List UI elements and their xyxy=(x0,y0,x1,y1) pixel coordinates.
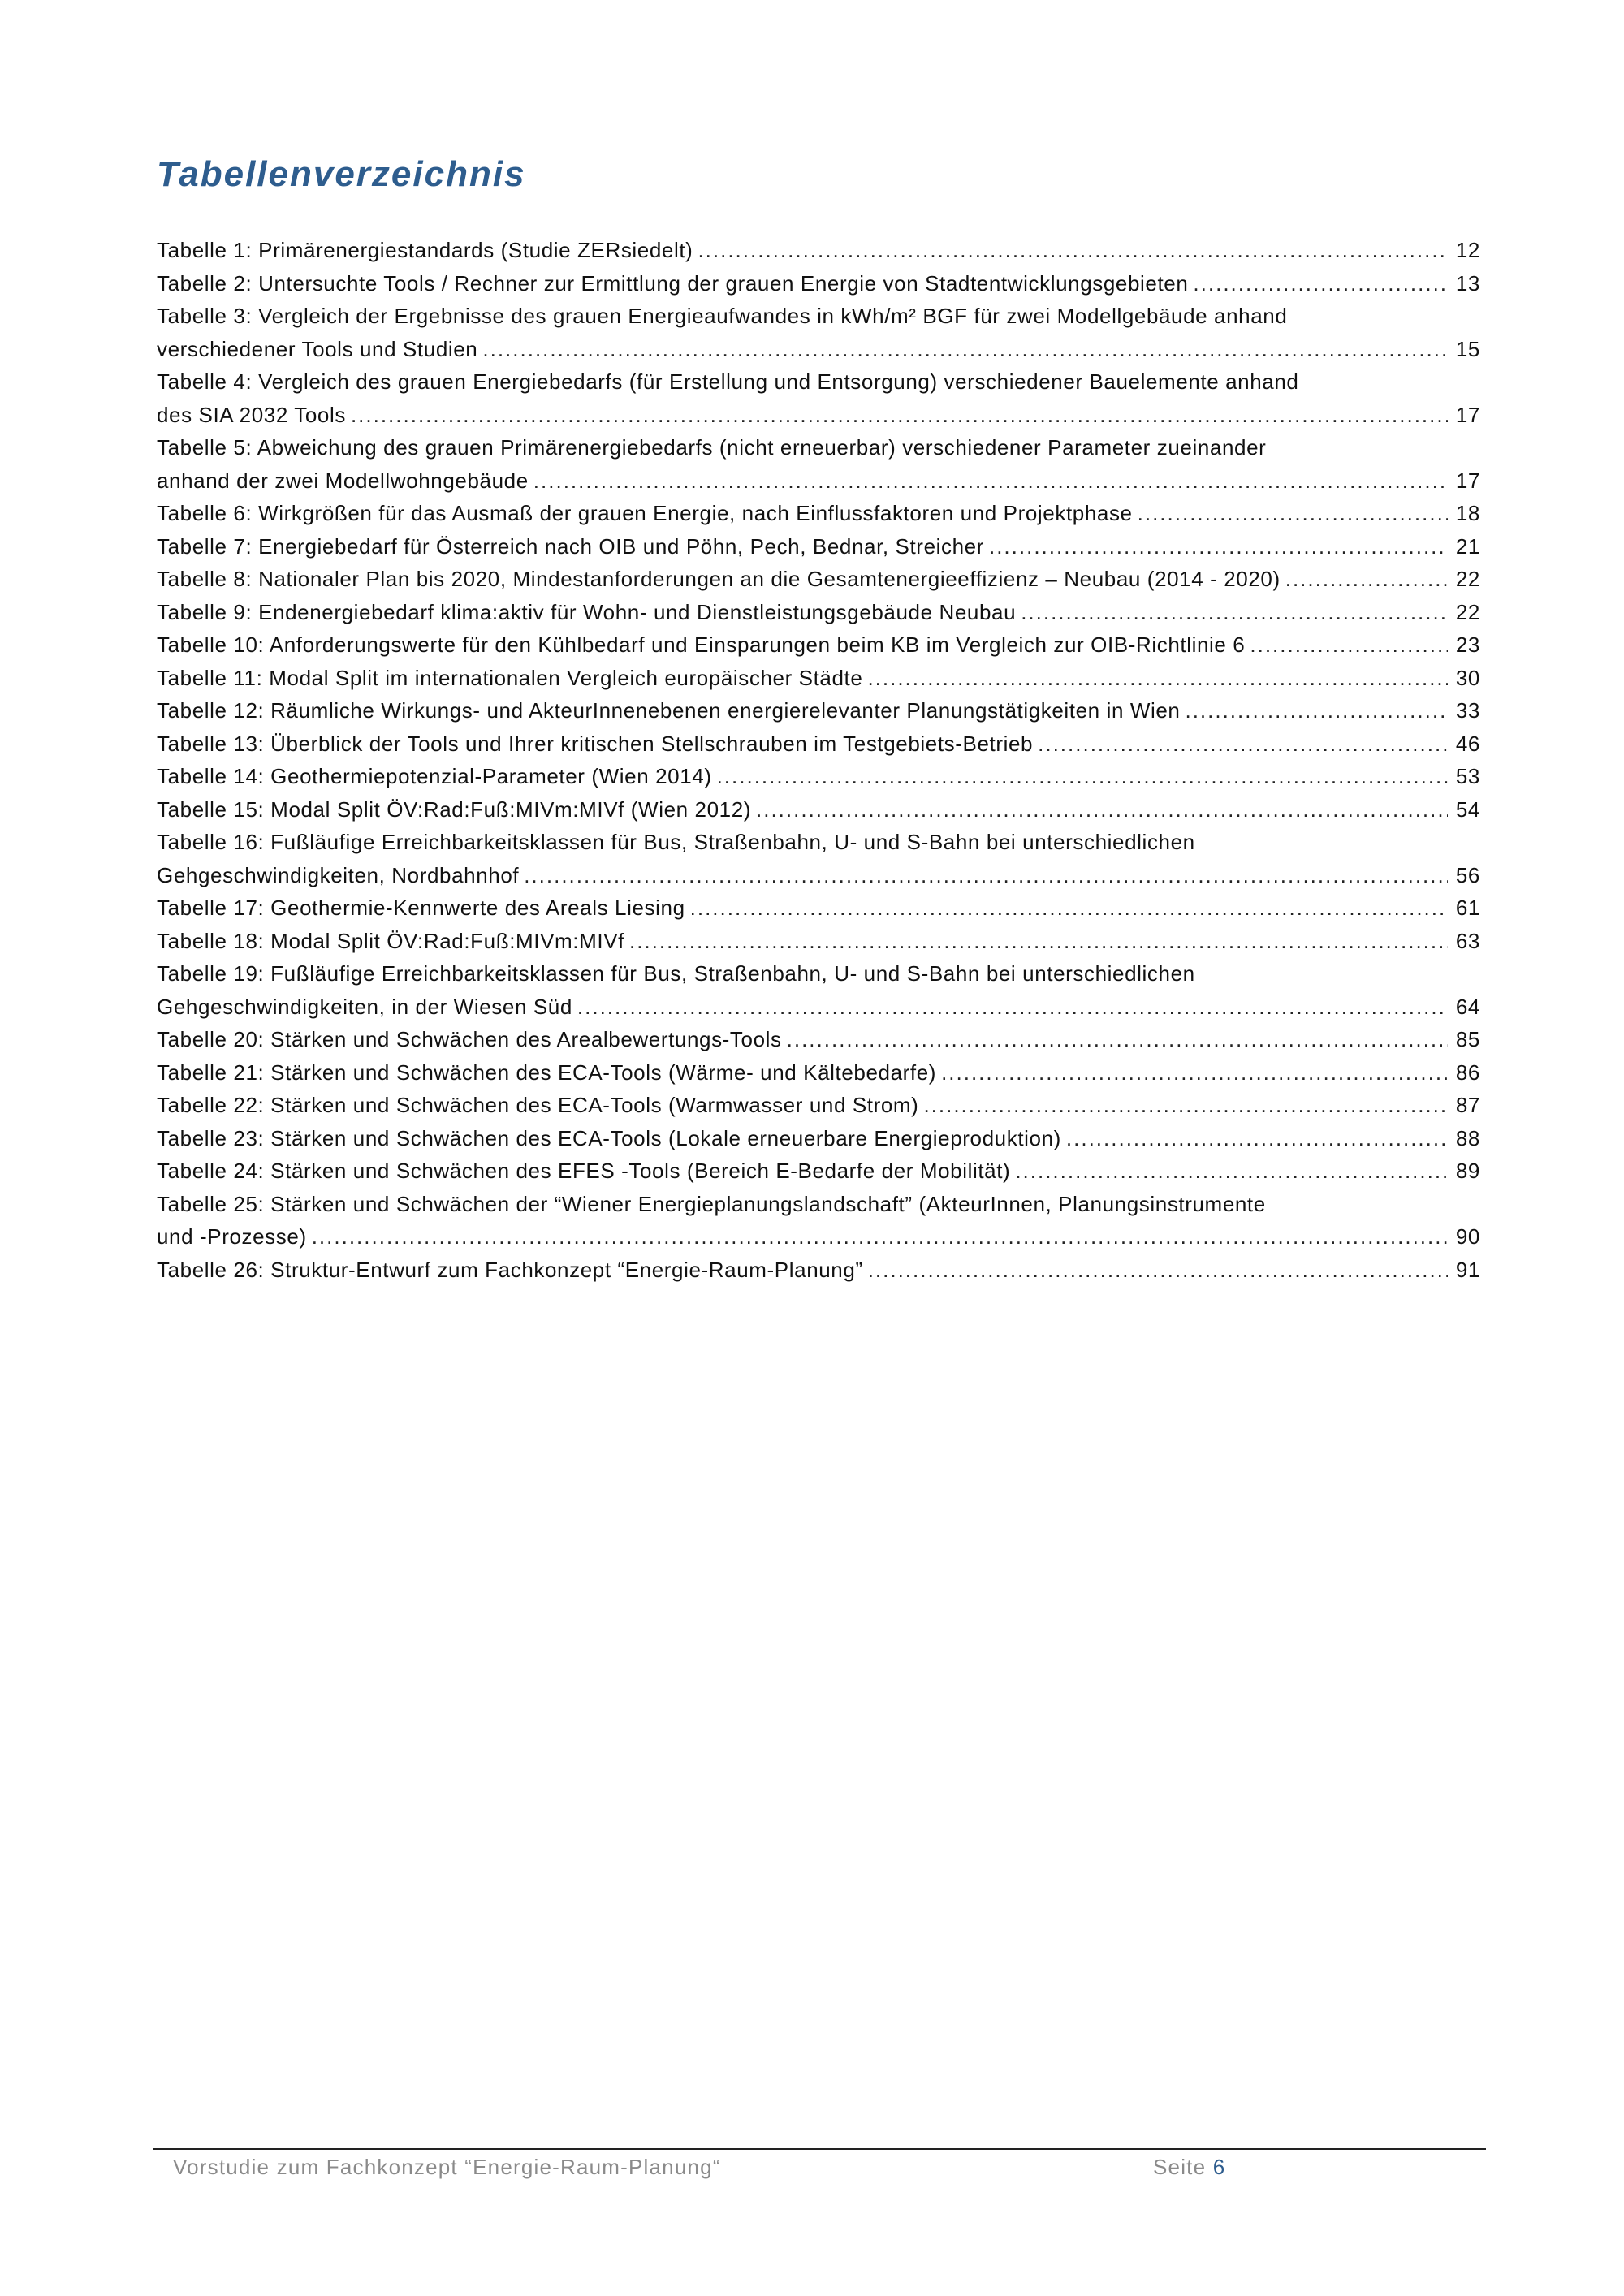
toc-entry[interactable] xyxy=(157,300,1480,365)
toc-entry[interactable] xyxy=(157,891,1480,925)
page-title: Tabellenverzeichnis xyxy=(157,154,526,194)
toc-entry[interactable] xyxy=(157,1023,1480,1056)
toc-entry[interactable] xyxy=(157,596,1480,629)
toc-page-number: 86 xyxy=(1455,1060,1480,1085)
toc-entry-text: Tabelle 24: Stärken und Schwächen des EFES -Tools (Bereich E-Bedarfe der Mobilität) xyxy=(157,1159,1011,1183)
toc-entry[interactable] xyxy=(157,925,1480,958)
toc-page-number: 91 xyxy=(1455,1257,1480,1282)
toc-entry-text: Tabelle 14: Geothermiepotenzial-Parameter (Wien 2014) xyxy=(157,764,712,788)
dot-leader xyxy=(867,662,1448,695)
dot-leader xyxy=(1021,596,1448,629)
toc-page-number: 85 xyxy=(1455,1027,1480,1051)
dot-leader xyxy=(482,333,1448,366)
toc-entry-text: verschiedener Tools und Studien xyxy=(157,336,478,361)
toc-entry-text: Tabelle 15: Modal Split ÖV:Rad:Fuß:MIVm:MIVf (Wien 2012) xyxy=(157,796,752,822)
toc-page-number: 53 xyxy=(1455,764,1480,788)
dot-leader xyxy=(717,760,1448,793)
dot-leader xyxy=(787,1023,1448,1056)
toc-entry-text: Tabelle 18: Modal Split ÖV:Rad:Fuß:MIVm:MIVf xyxy=(157,928,624,953)
toc-entry-text: Tabelle 11: Modal Split im internationalen Vergleich europäischer Städte xyxy=(157,665,863,690)
footer-title: Vorstudie zum Fachkonzept “Energie-Raum-Planung“ xyxy=(173,2155,721,2179)
dot-leader xyxy=(989,530,1448,563)
dot-leader xyxy=(868,1254,1448,1287)
dot-leader xyxy=(1250,628,1448,662)
toc-entry-text: Tabelle 8: Nationaler Plan bis 2020, Mindestanforderungen an die Gesamtenergieeffizienz – Neubau (2014 - 2020) xyxy=(157,567,1281,591)
toc-entry-text: Tabelle 16: Fußläufige Erreichbarkeitsklassen für Bus, Straßenbahn, U- und S-Bahn bei unterschiedlichen xyxy=(157,830,1195,854)
dot-leader xyxy=(312,1220,1448,1254)
toc-entry[interactable] xyxy=(157,497,1480,530)
dot-leader xyxy=(1015,1154,1448,1188)
toc-entry-text: Tabelle 6: Wirkgrößen für das Ausmaß der grauen Energie, nach Einflussfaktoren und Projektphase xyxy=(157,501,1133,525)
dot-leader xyxy=(533,464,1448,498)
dot-leader xyxy=(577,990,1448,1024)
toc-page-number: 61 xyxy=(1455,896,1480,920)
toc-entry[interactable] xyxy=(157,1089,1480,1122)
toc-page-number: 17 xyxy=(1455,402,1480,427)
toc-entry-text: Tabelle 10: Anforderungswerte für den Kühlbedarf und Einsparungen beim KB im Vergleich zur OIB-Richtlinie 6 xyxy=(157,632,1246,657)
toc-entry[interactable] xyxy=(157,760,1480,793)
toc-entry-text: Tabelle 26: Struktur-Entwurf zum Fachkonzept “Energie-Raum-Planung” xyxy=(157,1257,863,1282)
toc-entry-text: Tabelle 20: Stärken und Schwächen des Arealbewertungs-Tools xyxy=(157,1027,782,1051)
toc-entry[interactable] xyxy=(157,727,1480,761)
toc-page-number: 30 xyxy=(1455,665,1480,690)
toc-entry-text: Tabelle 25: Stärken und Schwächen der “Wiener Energieplanungslandschaft” (AkteurInnen, Planungsinstrumente xyxy=(157,1191,1266,1216)
toc-entry-text: Tabelle 21: Stärken und Schwächen des ECA-Tools (Wärme- und Kältebedarfe) xyxy=(157,1060,937,1085)
dot-leader xyxy=(1066,1122,1448,1155)
toc-entry-text: Tabelle 5: Abweichung des grauen Primärenergiebedarfs (nicht erneuerbar) verschiedener Parameter zueinander xyxy=(157,435,1267,460)
dot-leader xyxy=(1185,694,1448,727)
dot-leader xyxy=(524,859,1448,892)
toc-entry-text: Tabelle 9: Endenergiebedarf klima:aktiv für Wohn- und Dienstleistungsgebäude Neubau xyxy=(157,599,1017,624)
toc-page-number: 90 xyxy=(1455,1224,1480,1249)
dot-leader xyxy=(941,1056,1448,1090)
toc-entry[interactable] xyxy=(157,1056,1480,1090)
dot-leader xyxy=(756,793,1448,826)
dot-leader xyxy=(629,925,1448,958)
dot-leader xyxy=(1193,267,1448,300)
toc-entry[interactable] xyxy=(157,793,1480,826)
toc-page-number: 22 xyxy=(1455,599,1480,624)
dot-leader xyxy=(1138,497,1448,530)
toc-entry[interactable] xyxy=(157,694,1480,727)
toc-entry[interactable] xyxy=(157,1254,1480,1287)
toc-entry-text: Gehgeschwindigkeiten, in der Wiesen Süd xyxy=(157,994,572,1019)
toc-entry-text: anhand der zwei Modellwohngebäude xyxy=(157,468,529,493)
toc-page-number: 88 xyxy=(1455,1125,1480,1150)
dot-leader xyxy=(698,234,1448,267)
dot-leader xyxy=(351,399,1448,432)
toc-page-number: 13 xyxy=(1455,270,1480,296)
toc-entry[interactable] xyxy=(157,1154,1480,1188)
toc-page-number: 46 xyxy=(1455,731,1480,756)
toc-page-number: 12 xyxy=(1455,238,1480,262)
footer-page-label: Seite xyxy=(1153,2155,1207,2179)
toc-entry[interactable] xyxy=(157,365,1480,431)
table-list xyxy=(157,234,1480,1286)
toc-page-number: 89 xyxy=(1455,1159,1480,1183)
toc-entry-text: Gehgeschwindigkeiten, Nordbahnhof xyxy=(157,862,520,887)
dot-leader xyxy=(1038,727,1448,761)
toc-entry-text: und -Prozesse) xyxy=(157,1224,307,1249)
dot-leader xyxy=(690,891,1448,925)
dot-leader xyxy=(923,1089,1448,1122)
toc-entry-text: Tabelle 23: Stärken und Schwächen des ECA-Tools (Lokale erneuerbare Energieproduktion) xyxy=(157,1125,1061,1150)
dot-leader xyxy=(1285,563,1448,596)
toc-page-number: 17 xyxy=(1455,468,1480,493)
toc-page-number: 54 xyxy=(1455,796,1480,822)
toc-entry-text: des SIA 2032 Tools xyxy=(157,402,346,427)
toc-entry[interactable] xyxy=(157,826,1480,891)
toc-entry[interactable] xyxy=(157,267,1480,300)
toc-entry[interactable] xyxy=(157,530,1480,563)
toc-entry[interactable] xyxy=(157,662,1480,695)
toc-entry-text: Tabelle 4: Vergleich des grauen Energiebedarfs (für Erstellung und Entsorgung) verschiedener Bauelemente anhand xyxy=(157,369,1299,394)
toc-entry-text: Tabelle 2: Untersuchte Tools / Rechner zur Ermittlung der grauen Energie von Stadtentwicklungsgebieten xyxy=(157,270,1189,296)
toc-page-number: 87 xyxy=(1455,1093,1480,1117)
toc-entry[interactable] xyxy=(157,1188,1480,1254)
toc-page-number: 15 xyxy=(1455,336,1480,361)
toc-entry-text: Tabelle 13: Überblick der Tools und Ihrer kritischen Stellschrauben im Testgebiets-Betrieb xyxy=(157,731,1034,756)
toc-entry-text: Tabelle 3: Vergleich der Ergebnisse des grauen Energieaufwandes in kWh/m² BGF für zwei Modellgebäude anhand xyxy=(157,304,1288,328)
footer-page-indicator xyxy=(1153,2155,1225,2180)
toc-entry-text: Tabelle 7: Energiebedarf für Österreich nach OIB und Pöhn, Pech, Bednar, Streicher xyxy=(157,533,984,559)
toc-page-number: 63 xyxy=(1455,928,1480,953)
toc-page-number: 22 xyxy=(1455,567,1480,591)
toc-entry[interactable] xyxy=(157,234,1480,267)
toc-entry-text: Tabelle 1: Primärenergiestandards (Studie ZERsiedelt) xyxy=(157,238,693,262)
toc-page-number: 23 xyxy=(1455,632,1480,657)
toc-entry-text: Tabelle 19: Fußläufige Erreichbarkeitsklassen für Bus, Straßenbahn, U- und S-Bahn bei unterschiedlichen xyxy=(157,961,1195,986)
toc-entry[interactable] xyxy=(157,563,1480,596)
toc-page-number: 21 xyxy=(1455,533,1480,559)
toc-entry[interactable] xyxy=(157,628,1480,662)
toc-page-number: 64 xyxy=(1455,994,1480,1019)
footer-divider xyxy=(153,2148,1486,2150)
toc-entry-text: Tabelle 22: Stärken und Schwächen des ECA-Tools (Warmwasser und Strom) xyxy=(157,1093,919,1117)
toc-entry[interactable] xyxy=(157,957,1480,1023)
toc-entry-text: Tabelle 17: Geothermie-Kennwerte des Areals Liesing xyxy=(157,896,685,920)
toc-entry-text: Tabelle 12: Räumliche Wirkungs- und AkteurInnenebenen energierelevanter Planungstätigkeiten in Wien xyxy=(157,698,1181,723)
toc-entry[interactable] xyxy=(157,431,1480,497)
toc-page-number: 18 xyxy=(1455,501,1480,525)
toc-page-number: 33 xyxy=(1455,698,1480,723)
toc-page-number: 56 xyxy=(1455,862,1480,887)
footer-page-number: 6 xyxy=(1212,2155,1226,2179)
toc-entry[interactable] xyxy=(157,1122,1480,1155)
